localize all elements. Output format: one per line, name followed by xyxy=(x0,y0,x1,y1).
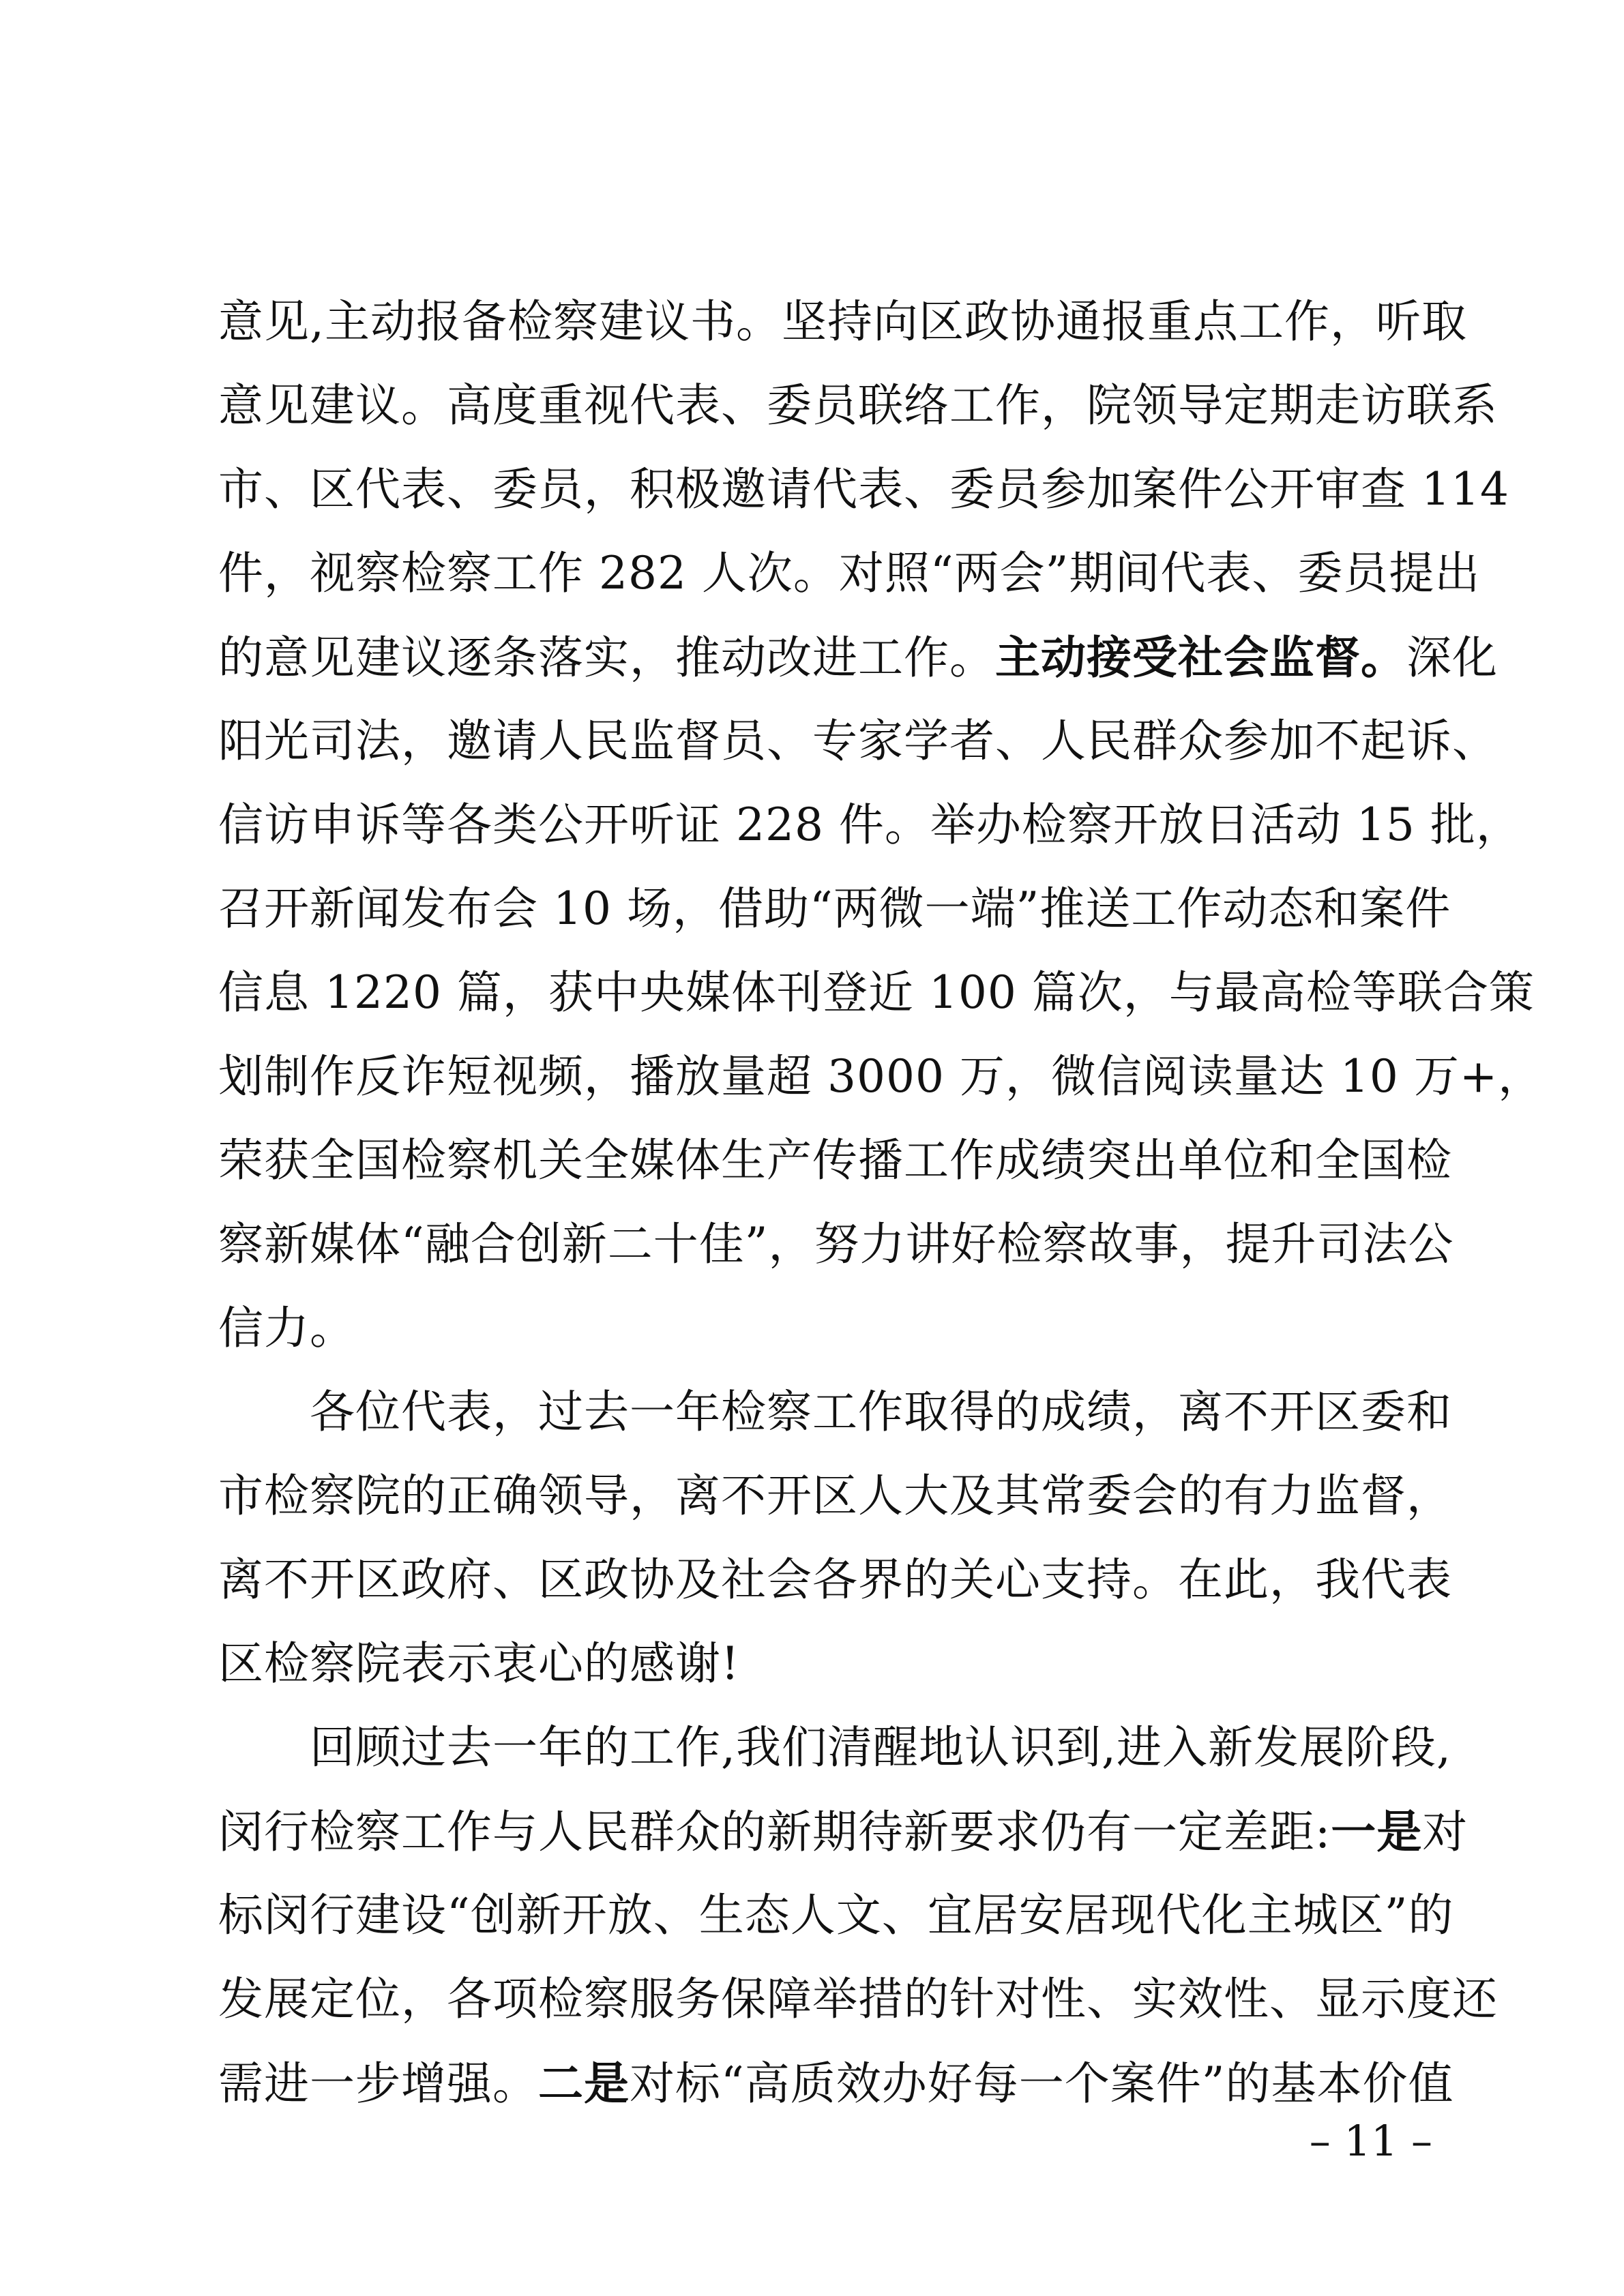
body-line-2: 意见建议。高度重视代表、委员联络工作，院领导定期走访联系 xyxy=(218,379,1498,432)
body-line-5 xyxy=(218,616,1498,698)
emphasis-second-point: 二是 xyxy=(538,2057,630,2110)
emphasis-heading-social-supervision: 主动接受社会监督。 xyxy=(995,631,1406,684)
line-5-text-b: 深化 xyxy=(1406,631,1498,684)
body-line-13: 信力。 xyxy=(218,1302,355,1354)
page-number: – 11 – xyxy=(1309,2116,1432,2166)
line-19-text-a: 闵行检察工作与人民群众的新期待新要求仍有一定差距: xyxy=(218,1806,1331,1858)
body-line-12: 察新媒体“融合创新二十佳”，努力讲好检察故事，提升司法公 xyxy=(218,1218,1454,1270)
body-line-6: 阳光司法，邀请人民监督员、专家学者、人民群众参加不起诉、 xyxy=(218,715,1498,767)
body-line-3: 市、区代表、委员，积极邀请代表、委员参加案件公开审查 114 xyxy=(218,463,1509,516)
body-line-10: 划制作反诈短视频，播放量超 3000 万，微信阅读量达 10 万+， xyxy=(218,1050,1544,1103)
body-line-14: 各位代表，过去一年检察工作取得的成绩，离不开区委和 xyxy=(218,1386,1452,1438)
line-22-text-a: 需进一步增强。 xyxy=(218,2057,538,2110)
body-line-20: 标闵行建设“创新开放、生态人文、宜居安居现代化主城区”的 xyxy=(218,1889,1454,1941)
body-line-1: 意见,主动报备检察建议书。坚持向区政协通报重点工作，听取 xyxy=(218,295,1467,348)
line-22-text-b: 对标“高质效办好每一个案件”的基本价值 xyxy=(630,2057,1454,2110)
body-line-16: 离不开区政府、区政协及社会各界的关心支持。在此，我代表 xyxy=(218,1553,1452,1606)
body-line-22 xyxy=(218,2042,1454,2124)
body-line-7: 信访申诉等各类公开听证 228 件。举办检察开放日活动 15 批， xyxy=(218,799,1522,851)
body-line-11: 荣获全国检察机关全媒体生产传播工作成绩突出单位和全国检 xyxy=(218,1134,1452,1187)
body-line-21: 发展定位，各项检察服务保障举措的针对性、实效性、显示度还 xyxy=(218,1973,1498,2025)
body-line-15: 市检察院的正确领导，离不开区人大及其常委会的有力监督， xyxy=(218,1470,1452,1522)
emphasis-first-point: 一是 xyxy=(1331,1805,1423,1858)
body-line-9: 信息 1220 篇，获中央媒体刊登近 100 篇次，与最高检等联合策 xyxy=(218,966,1535,1019)
body-line-18: 回顾过去一年的工作,我们清醒地认识到,进入新发展阶段, xyxy=(218,1721,1451,1774)
body-line-4: 件，视察检察工作 282 人次。对照“两会”期间代表、委员提出 xyxy=(218,547,1481,599)
line-19-text-b: 对 xyxy=(1422,1806,1468,1858)
body-line-19 xyxy=(218,1791,1468,1873)
body-line-17: 区检察院表示衷心的感谢! xyxy=(218,1637,740,1690)
line-5-text-a: 的意见建议逐条落实，推动改进工作。 xyxy=(218,631,995,684)
body-line-8: 召开新闻发布会 10 场，借助“两微一端”推送工作动态和案件 xyxy=(218,882,1451,935)
